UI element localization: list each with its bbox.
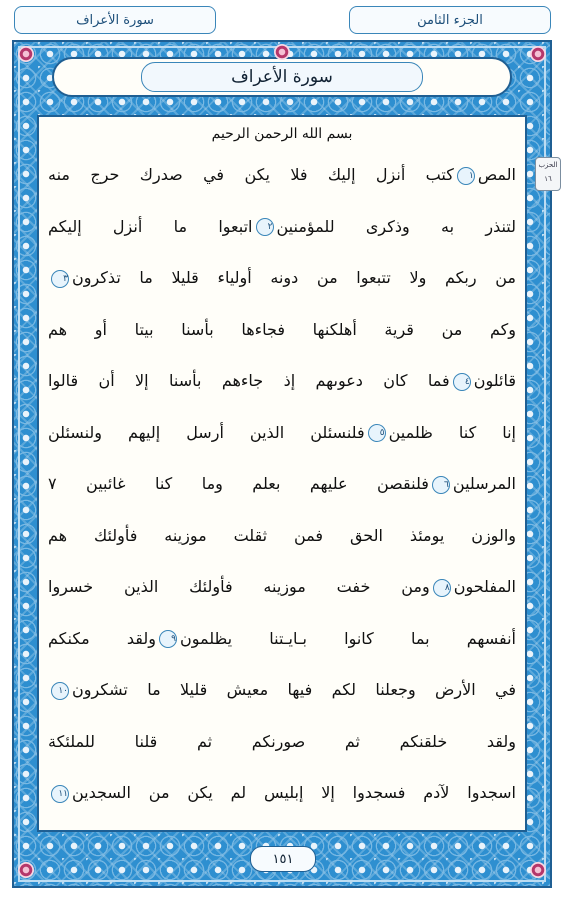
rose-ornament-icon [274, 44, 290, 60]
rose-ornament-icon [18, 862, 34, 878]
verse-line [48, 572, 516, 602]
surah-title-cartouche [141, 62, 423, 92]
ayah-number-marker: ٨ [433, 579, 451, 597]
verse-line [48, 624, 516, 654]
verse-text: وكم من قرية أهلكنها فجاءها بأسنا بيتا أو هم [48, 319, 516, 339]
verse-line [48, 469, 516, 499]
ayah-number-marker: ٩ [159, 630, 177, 648]
verse-text: المفلحون [453, 577, 516, 596]
verse-line [48, 366, 516, 396]
verse-line [48, 418, 516, 448]
rose-ornament-icon [530, 46, 546, 62]
ayah-number-marker: ١٠ [51, 682, 69, 700]
ayah-number-marker: ٤ [453, 373, 471, 391]
ayah-number-marker: ١١ [51, 785, 69, 803]
verse-text: ومن خفت موزينه فأولئك الذين خسروا [48, 577, 430, 596]
page-number-box [250, 846, 316, 872]
verse-line [48, 675, 516, 705]
verse-line [48, 160, 516, 190]
page-number: ١٥١ [272, 851, 294, 867]
verse-text: فما كان دعوىهم إذ جاءهم بأسنا إلا أن قالوا [48, 371, 450, 390]
header-surah-box [14, 6, 216, 34]
basmala: بسم الله الرحمن الرحيم [211, 126, 353, 142]
verse-line [48, 263, 516, 293]
verse-text: اتبعوا ما أنزل إليكم [48, 216, 253, 236]
verse-text: إنا كنا ظلمين [388, 422, 517, 442]
surah-title-banner [52, 57, 512, 97]
hizb-marker: الحزب ١٦ [535, 157, 561, 191]
header-surah-label: سورة الأعراف [76, 12, 154, 28]
ayah-number-marker: ٢ [256, 218, 274, 236]
verse-text: ولقد خلقنكم ثم صورنكم ثم قلنا للملئكة [48, 731, 516, 751]
verse-text: اسجدوا لآدم فسجدوا إلا إبليس لم يكن من السجدين [72, 783, 516, 802]
verse-text: فلنسئلن الذين أرسل إليهم ولنسئلن [48, 422, 365, 442]
header-juz-label: الجزء الثامن [417, 12, 483, 28]
verse-text: المرسلين [452, 474, 516, 493]
verse-text: لتنذر به وذكرى للمؤمنين [276, 216, 517, 236]
verse-text: من ربكم ولا تتبعوا من دونه أولياء قليلا ما تذكرون [72, 268, 516, 287]
surah-title: سورة الأعراف [231, 67, 333, 87]
verse-line [48, 521, 516, 551]
rose-ornament-icon [18, 46, 34, 62]
verse-text: في الأرض وجعلنا لكم فيها معيش قليلا ما تشكرون [72, 680, 516, 699]
verse-text: المص [477, 165, 516, 184]
verse-text: أنفسهم بما كانوا بـايـتنا يظلمون [179, 628, 516, 648]
verse-text: قائلون [473, 371, 516, 390]
verse-text: ولقد مكنكم [48, 628, 156, 648]
ayah-number-marker: ٣ [51, 270, 69, 288]
header-juz-box [349, 6, 551, 34]
verse-text: فلنقصن عليهم بعلم وما كنا غائبين ٧ [48, 474, 429, 493]
verse-line [48, 778, 516, 808]
ayah-number-marker: ٥ [368, 424, 386, 442]
verse-line [48, 212, 516, 242]
rose-ornament-icon [530, 862, 546, 878]
ayah-number-marker: ١ [457, 167, 475, 185]
verse-text: كتب أنزل إليك فلا يكن في صدرك حرج منه [48, 165, 454, 184]
verse-line [48, 315, 516, 345]
verse-text: والوزن يومئذ الحق فمن ثقلت موزينه فأولئك هم [48, 525, 516, 545]
verse-line [48, 727, 516, 757]
ayah-number-marker: ٦ [432, 476, 450, 494]
